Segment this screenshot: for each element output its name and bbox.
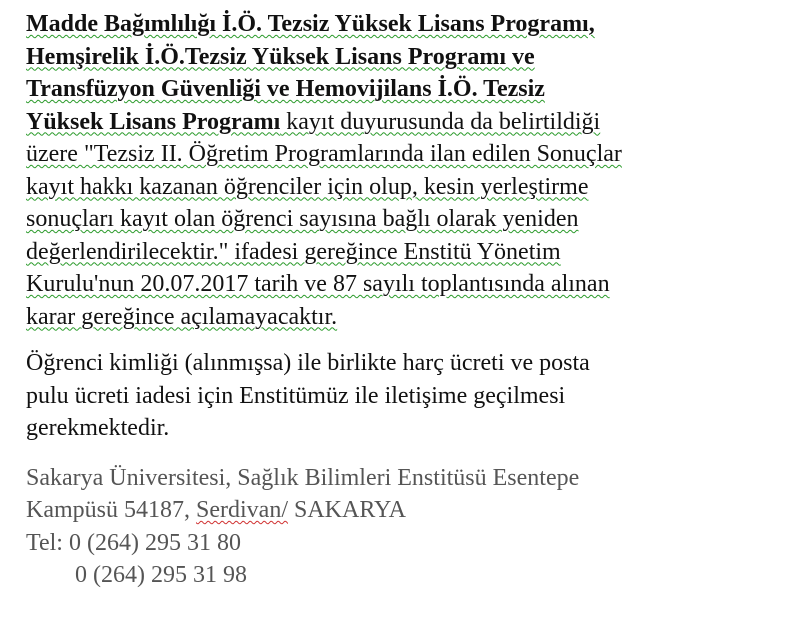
paragraph-line: pulu ücreti iadesi için Enstitümüz ile iletişime geçilmesi bbox=[26, 382, 566, 409]
paragraph-line bbox=[26, 268, 796, 301]
phone-line-2 bbox=[26, 559, 796, 592]
body-text: karar gereğince açılamayacaktır. bbox=[26, 303, 338, 330]
body-text: sonuçları kayıt olan öğrenci sayısına bağlı olarak yeniden bbox=[26, 206, 579, 232]
address-line-1: Sakarya Üniversitesi, Sağlık Bilimleri Enstitüsü Esentepe bbox=[26, 464, 580, 491]
program-name-text: Yüksek Lisans Programı bbox=[26, 108, 281, 135]
paragraph-line bbox=[26, 106, 796, 139]
tel-label: Tel: bbox=[26, 529, 69, 556]
body-text: Kurulu'nun 20.07.2017 tarih ve 87 sayılı toplantısında alınan bbox=[26, 271, 610, 297]
program-name-text: Hemşirelik İ.Ö.Tezsiz Yüksek Lisans Programı ve bbox=[26, 43, 535, 70]
announcement-paragraph bbox=[26, 8, 796, 333]
paragraph-line bbox=[26, 203, 796, 236]
address-province-text: SAKARYA bbox=[287, 497, 407, 523]
paragraph-line bbox=[26, 171, 796, 204]
paragraph-line bbox=[26, 8, 796, 41]
paragraph-line: Öğrenci kimliği (alınmışsa) ile birlikte harç ücreti ve posta bbox=[26, 350, 590, 376]
address-block bbox=[26, 462, 796, 592]
phone-line-1 bbox=[26, 527, 796, 560]
document-page bbox=[26, 8, 796, 592]
program-name-text: Transfüzyon Güvenliği ve Hemovijilans İ.Ö. Tezsiz bbox=[26, 76, 545, 102]
contact-instruction-paragraph bbox=[26, 347, 796, 445]
paragraph-line bbox=[26, 236, 796, 269]
body-text: kayıt hakkı kazanan öğrenciler için olup, kesin yerleştirme bbox=[26, 173, 589, 200]
paragraph-line bbox=[26, 138, 796, 171]
phone-number-1: 0 (264) 295 31 80 bbox=[68, 529, 241, 556]
paragraph-line bbox=[26, 41, 796, 74]
address-city-text: Serdivan/ bbox=[196, 497, 288, 523]
body-text: üzere "Tezsiz II. Öğretim Programlarında ilan edilen Sonuçlar bbox=[26, 141, 622, 167]
body-text: kayıt duyurusunda da belirtildiği bbox=[280, 108, 601, 135]
body-text: değerlendirilecektir." ifadesi gereğince Enstitü Yönetim bbox=[26, 238, 561, 265]
phone-number-2: 0 (264) 295 31 98 bbox=[75, 562, 247, 588]
paragraph-line bbox=[26, 301, 796, 334]
address-line-2 bbox=[26, 494, 796, 527]
paragraph-line: gerekmektedir. bbox=[26, 415, 170, 441]
program-name-text: Madde Bağımlılığı İ.Ö. Tezsiz Yüksek Lisans Programı, bbox=[26, 11, 595, 37]
address-campus-text: Kampüsü 54187, bbox=[26, 497, 196, 523]
paragraph-line bbox=[26, 73, 796, 106]
